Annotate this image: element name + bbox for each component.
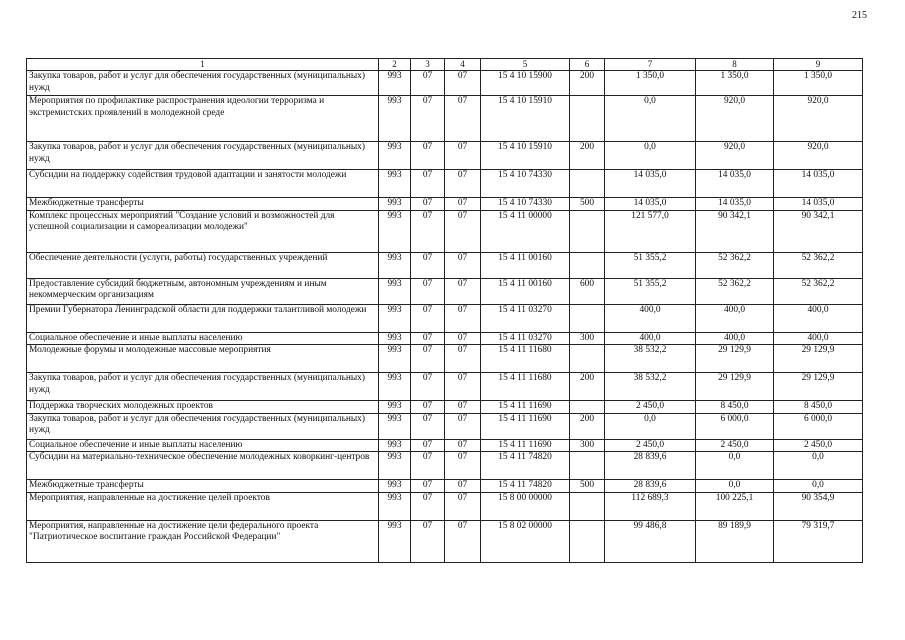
cell-amount-8: 0,0 (696, 480, 774, 493)
cell-amount-8: 14 035,0 (696, 198, 774, 211)
cell-subsection: 07 (445, 439, 481, 452)
cell-target-code: 15 8 00 00000 (481, 492, 570, 520)
cell-target-code: 15 4 10 15910 (481, 142, 570, 170)
cell-amount-8: 29 129,9 (696, 345, 774, 373)
cell-amount-7: 400,0 (605, 332, 696, 345)
table-row (27, 71, 863, 96)
cell-amount-7: 112 689,3 (605, 492, 696, 520)
cell-ministry: 993 (379, 373, 411, 401)
cell-expense-type: 200 (570, 71, 605, 96)
cell-ministry: 993 (379, 439, 411, 452)
cell-ministry: 993 (379, 278, 411, 304)
cell-target-code: 15 4 10 15910 (481, 96, 570, 142)
row-name: Социальное обеспечение и иные выплаты населению (27, 332, 379, 345)
cell-section: 07 (411, 413, 445, 439)
cell-section: 07 (411, 480, 445, 493)
cell-section: 07 (411, 71, 445, 96)
cell-subsection: 07 (445, 413, 481, 439)
cell-section: 07 (411, 210, 445, 252)
cell-amount-9: 0,0 (774, 480, 863, 493)
cell-ministry: 993 (379, 96, 411, 142)
cell-amount-9: 6 000,0 (774, 413, 863, 439)
row-name: Обеспечение деятельности (услуги, работы) государственных учреждений (27, 252, 379, 278)
cell-expense-type: 300 (570, 439, 605, 452)
cell-amount-9: 14 035,0 (774, 170, 863, 198)
table-row (27, 452, 863, 480)
row-name: Межбюджетные трансферты (27, 198, 379, 211)
cell-expense-type (570, 170, 605, 198)
table-row (27, 96, 863, 142)
cell-expense-type (570, 304, 605, 332)
table-row (27, 439, 863, 452)
cell-subsection: 07 (445, 252, 481, 278)
cell-expense-type (570, 345, 605, 373)
cell-subsection: 07 (445, 345, 481, 373)
cell-amount-7: 2 450,0 (605, 439, 696, 452)
cell-expense-type (570, 252, 605, 278)
cell-amount-8: 52 362,2 (696, 252, 774, 278)
cell-target-code: 15 4 11 11690 (481, 413, 570, 439)
row-name: Премии Губернатора Ленинградской области для поддержки талантливой молодежи (27, 304, 379, 332)
cell-target-code: 15 4 10 74330 (481, 170, 570, 198)
row-name: Мероприятия, направленные на достижение целей проектов (27, 492, 379, 520)
table-row (27, 278, 863, 304)
cell-section: 07 (411, 332, 445, 345)
cell-amount-8: 920,0 (696, 96, 774, 142)
page-number: 215 (852, 10, 867, 21)
cell-ministry: 993 (379, 304, 411, 332)
row-name: Мероприятия, направленные на достижение цели федерального проекта "Патриотическое воспитание граждан Российской Федерации" (27, 520, 379, 562)
cell-section: 07 (411, 170, 445, 198)
cell-amount-7: 38 532,2 (605, 345, 696, 373)
row-name: Субсидии на материально-техническое обеспечение молодежных коворкинг-центров (27, 452, 379, 480)
table-row (27, 492, 863, 520)
row-name: Закупка товаров, работ и услуг для обеспечения государственных (муниципальных) нужд (27, 71, 379, 96)
cell-ministry: 993 (379, 345, 411, 373)
cell-amount-7: 99 486,8 (605, 520, 696, 562)
table-row (27, 170, 863, 198)
cell-amount-7: 400,0 (605, 304, 696, 332)
cell-section: 07 (411, 278, 445, 304)
cell-section: 07 (411, 520, 445, 562)
cell-expense-type (570, 452, 605, 480)
col-header: 6 (570, 59, 605, 71)
row-name: Закупка товаров, работ и услуг для обеспечения государственных (муниципальных) нужд (27, 142, 379, 170)
cell-ministry: 993 (379, 210, 411, 252)
cell-amount-8: 8 450,0 (696, 401, 774, 414)
cell-expense-type (570, 520, 605, 562)
cell-target-code: 15 8 02 00000 (481, 520, 570, 562)
budget-table (26, 58, 863, 563)
cell-target-code: 15 4 10 15900 (481, 71, 570, 96)
cell-subsection: 07 (445, 210, 481, 252)
cell-amount-9: 920,0 (774, 96, 863, 142)
cell-section: 07 (411, 252, 445, 278)
cell-amount-8: 6 000,0 (696, 413, 774, 439)
cell-amount-9: 79 319,7 (774, 520, 863, 562)
cell-amount-7: 14 035,0 (605, 170, 696, 198)
cell-ministry: 993 (379, 480, 411, 493)
cell-subsection: 07 (445, 142, 481, 170)
cell-subsection: 07 (445, 170, 481, 198)
cell-target-code: 15 4 11 03270 (481, 332, 570, 345)
cell-ministry: 993 (379, 452, 411, 480)
cell-subsection: 07 (445, 452, 481, 480)
col-header: 2 (379, 59, 411, 71)
col-header: 1 (27, 59, 379, 71)
cell-section: 07 (411, 439, 445, 452)
cell-amount-9: 920,0 (774, 142, 863, 170)
col-header: 9 (774, 59, 863, 71)
cell-amount-9: 400,0 (774, 332, 863, 345)
table-row (27, 345, 863, 373)
cell-amount-9: 52 362,2 (774, 252, 863, 278)
cell-amount-9: 8 450,0 (774, 401, 863, 414)
row-name: Межбюджетные трансферты (27, 480, 379, 493)
row-name: Молодежные форумы и молодежные массовые мероприятия (27, 345, 379, 373)
table-row (27, 252, 863, 278)
col-header: 4 (445, 59, 481, 71)
cell-expense-type (570, 401, 605, 414)
cell-amount-9: 1 350,0 (774, 71, 863, 96)
cell-amount-7: 0,0 (605, 413, 696, 439)
cell-section: 07 (411, 401, 445, 414)
cell-ministry: 993 (379, 520, 411, 562)
cell-ministry: 993 (379, 492, 411, 520)
cell-target-code: 15 4 11 11680 (481, 345, 570, 373)
cell-section: 07 (411, 198, 445, 211)
cell-target-code: 15 4 11 00000 (481, 210, 570, 252)
cell-target-code: 15 4 11 74820 (481, 480, 570, 493)
cell-subsection: 07 (445, 480, 481, 493)
cell-subsection: 07 (445, 96, 481, 142)
cell-expense-type: 200 (570, 373, 605, 401)
row-name: Закупка товаров, работ и услуг для обеспечения государственных (муниципальных) нужд (27, 373, 379, 401)
cell-expense-type (570, 210, 605, 252)
cell-amount-7: 28 839,6 (605, 452, 696, 480)
cell-ministry: 993 (379, 332, 411, 345)
cell-amount-9: 52 362,2 (774, 278, 863, 304)
cell-amount-7: 38 532,2 (605, 373, 696, 401)
cell-amount-7: 51 355,2 (605, 278, 696, 304)
cell-target-code: 15 4 11 00160 (481, 278, 570, 304)
col-header: 5 (481, 59, 570, 71)
row-name: Закупка товаров, работ и услуг для обеспечения государственных (муниципальных) нужд (27, 413, 379, 439)
table-row (27, 480, 863, 493)
col-header: 7 (605, 59, 696, 71)
cell-section: 07 (411, 96, 445, 142)
row-name: Предоставление субсидий бюджетным, автономным учреждениям и иным некоммерческим организациям (27, 278, 379, 304)
row-name: Комплекс процессных мероприятий "Создание условий и возможностей для успешной социализации и самореализации молодежи" (27, 210, 379, 252)
cell-amount-8: 14 035,0 (696, 170, 774, 198)
cell-subsection: 07 (445, 332, 481, 345)
cell-subsection: 07 (445, 373, 481, 401)
table-row (27, 142, 863, 170)
cell-amount-7: 2 450,0 (605, 401, 696, 414)
row-name: Субсидии на поддержку содействия трудовой адаптации и занятости молодежи (27, 170, 379, 198)
cell-subsection: 07 (445, 278, 481, 304)
cell-amount-9: 90 354,9 (774, 492, 863, 520)
cell-ministry: 993 (379, 413, 411, 439)
cell-amount-8: 90 342,1 (696, 210, 774, 252)
cell-section: 07 (411, 492, 445, 520)
cell-amount-8: 2 450,0 (696, 439, 774, 452)
cell-amount-9: 2 450,0 (774, 439, 863, 452)
cell-amount-7: 1 350,0 (605, 71, 696, 96)
col-header: 8 (696, 59, 774, 71)
cell-subsection: 07 (445, 401, 481, 414)
col-header: 3 (411, 59, 445, 71)
cell-amount-8: 0,0 (696, 452, 774, 480)
cell-subsection: 07 (445, 198, 481, 211)
cell-section: 07 (411, 373, 445, 401)
cell-amount-7: 0,0 (605, 96, 696, 142)
cell-section: 07 (411, 452, 445, 480)
cell-expense-type: 300 (570, 332, 605, 345)
table-row (27, 413, 863, 439)
cell-expense-type: 500 (570, 198, 605, 211)
cell-section: 07 (411, 345, 445, 373)
table-row (27, 210, 863, 252)
cell-target-code: 15 4 11 03270 (481, 304, 570, 332)
cell-amount-7: 51 355,2 (605, 252, 696, 278)
cell-ministry: 993 (379, 401, 411, 414)
cell-expense-type: 200 (570, 142, 605, 170)
table-row (27, 373, 863, 401)
cell-amount-9: 0,0 (774, 452, 863, 480)
cell-ministry: 993 (379, 142, 411, 170)
cell-amount-8: 1 350,0 (696, 71, 774, 96)
cell-section: 07 (411, 142, 445, 170)
cell-expense-type (570, 96, 605, 142)
row-name: Социальное обеспечение и иные выплаты населению (27, 439, 379, 452)
cell-ministry: 993 (379, 198, 411, 211)
row-name: Поддержка творческих молодежных проектов (27, 401, 379, 414)
cell-target-code: 15 4 11 11690 (481, 401, 570, 414)
table-row (27, 520, 863, 562)
cell-ministry: 993 (379, 170, 411, 198)
cell-subsection: 07 (445, 520, 481, 562)
cell-amount-9: 29 129,9 (774, 373, 863, 401)
table-row (27, 401, 863, 414)
cell-amount-8: 52 362,2 (696, 278, 774, 304)
cell-amount-8: 29 129,9 (696, 373, 774, 401)
cell-ministry: 993 (379, 252, 411, 278)
cell-amount-7: 121 577,0 (605, 210, 696, 252)
cell-ministry: 993 (379, 71, 411, 96)
cell-target-code: 15 4 11 11690 (481, 439, 570, 452)
cell-subsection: 07 (445, 492, 481, 520)
cell-section: 07 (411, 304, 445, 332)
cell-target-code: 15 4 11 11680 (481, 373, 570, 401)
cell-amount-9: 90 342,1 (774, 210, 863, 252)
cell-amount-9: 400,0 (774, 304, 863, 332)
cell-amount-8: 100 225,1 (696, 492, 774, 520)
cell-subsection: 07 (445, 304, 481, 332)
cell-amount-7: 28 839,6 (605, 480, 696, 493)
cell-target-code: 15 4 10 74330 (481, 198, 570, 211)
table-row (27, 332, 863, 345)
cell-amount-7: 14 035,0 (605, 198, 696, 211)
header-row (27, 59, 863, 71)
cell-amount-8: 400,0 (696, 304, 774, 332)
cell-target-code: 15 4 11 00160 (481, 252, 570, 278)
table-row (27, 304, 863, 332)
cell-expense-type (570, 492, 605, 520)
cell-expense-type: 200 (570, 413, 605, 439)
cell-amount-9: 14 035,0 (774, 198, 863, 211)
cell-amount-9: 29 129,9 (774, 345, 863, 373)
cell-amount-8: 89 189,9 (696, 520, 774, 562)
row-name: Мероприятия по профилактике распространения идеологии терроризма и экстремистских проявлений в молодежной среде (27, 96, 379, 142)
cell-amount-8: 920,0 (696, 142, 774, 170)
cell-expense-type: 500 (570, 480, 605, 493)
cell-subsection: 07 (445, 71, 481, 96)
cell-target-code: 15 4 11 74820 (481, 452, 570, 480)
cell-amount-8: 400,0 (696, 332, 774, 345)
cell-amount-7: 0,0 (605, 142, 696, 170)
cell-expense-type: 600 (570, 278, 605, 304)
table-row (27, 198, 863, 211)
